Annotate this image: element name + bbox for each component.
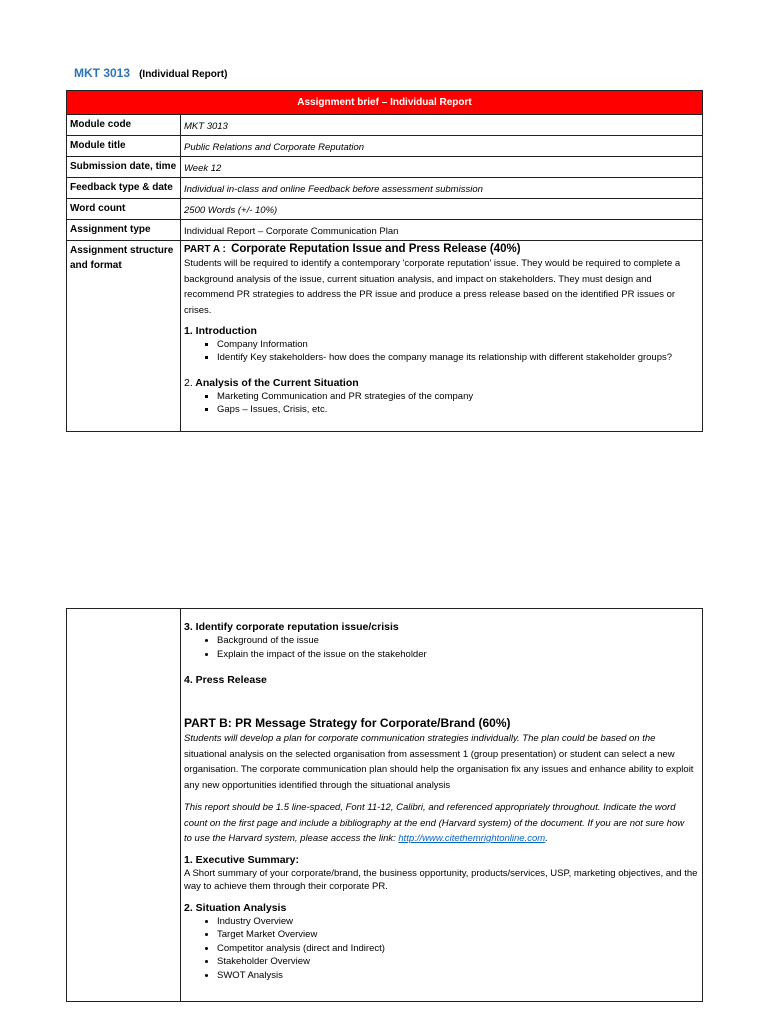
row-label: Submission date, time [67,157,181,178]
bullet-list [184,338,699,364]
list-item: • Background of the issue [217,634,699,648]
section-heading: 1. Introduction [184,325,257,337]
executive-summary-text: A Short summary of your corporate/brand, the business opportunity, products/services, USP, marketing objectives, and the way to achieve them through their corporate PR. [184,867,698,892]
assignment-brief-table-continued [66,608,703,1002]
section-heading: 3. Identify corporate reputation issue/crisis [184,621,399,633]
row-value: Public Relations and Corporate Reputation [181,136,703,157]
format-text: This report should be 1.5 line-spaced, Font 11-12, Calibri, and referenced appropriately throughout. Indicate the word [184,802,676,813]
table-row [67,136,703,157]
harvard-link[interactable]: http://www.citethemrightonline.com [398,833,546,844]
section-heading: 2. Situation Analysis [184,901,287,914]
row-label: Feedback type & date [67,178,181,199]
table-row [67,115,703,136]
document-header [74,66,227,80]
format-text: count on the first page and include a bibliography at the end (Harvard system) of the document. If you are not sure how [184,817,685,829]
row-value: Individual Report – Corporate Communication Plan [181,220,703,241]
table-title: Assignment brief – Individual Report [67,91,703,115]
row-label: Word count [67,199,181,220]
list-item: ▪ Marketing Communication and PR strategies of the company [217,390,699,403]
assignment-brief-table [66,90,703,432]
list-item: ▪ Identify Key stakeholders- how does the company manage its relationship with different stakeholder groups? [217,351,699,364]
continued-content-cell [181,609,703,1002]
part-a-title: Corporate Reputation Issue and Press Release (40%) [231,243,521,255]
format-line [184,831,699,847]
section-heading: 1. Executive Summary: [184,853,299,866]
table-row [67,199,703,220]
format-end: . [545,833,548,844]
table-row [67,157,703,178]
part-a-prefix: PART A : [184,244,226,255]
part-b-intro: Students will develop a plan for corporate communication strategies individually. The plan could be based on the [184,733,656,744]
row-value: 2500 Words (+/- 10%) [181,199,703,220]
list-item: • Industry Overview [217,915,699,929]
row-label: Assignment type [67,220,181,241]
list-item: • SWOT Analysis [217,969,699,983]
part-b-heading: PART B: PR Message Strategy for Corporate/Brand (60%) [184,716,511,730]
empty-label-cell [67,609,181,1002]
section-heading: 4. Press Release [184,674,267,686]
bullet-list [184,390,699,416]
format-line [184,816,699,832]
list-item: • Competitor analysis (direct and Indirect) [217,942,699,956]
part-a-heading [184,243,699,255]
row-label: Module code [67,115,181,136]
module-code-heading: MKT 3013 [74,66,131,80]
table-row [67,609,703,1002]
list-item: ▪ Company Information [217,338,699,351]
part-a-intro: Students will be required to identify a contemporary 'corporate reputation' issue. They would be required to complete a background analysis of the issue, current situation analysis, and impact on stakeholders. They must design and recommend PR strategies to address the PR issue and produce a press release based on the identified PR issues or crises. [184,258,681,316]
section-heading [184,377,699,389]
format-line [184,800,699,816]
table-row [67,178,703,199]
row-value: Individual in-class and online Feedback before assessment submission [181,178,703,199]
section-number: 2. [184,377,193,389]
row-value: MKT 3013 [181,115,703,136]
structure-label: Assignment structure and format [67,241,181,432]
bullet-list [184,915,699,983]
bullet-list [184,634,699,661]
list-item: ▪ Gaps – Issues, Crisis, etc. [217,403,699,416]
part-a-cell [181,241,703,432]
list-item: • Explain the impact of the issue on the stakeholder [217,648,699,662]
report-type-heading: (Individual Report) [139,69,228,80]
list-item: • Stakeholder Overview [217,955,699,969]
row-value: Week 12 [181,157,703,178]
list-item: • Target Market Overview [217,928,699,942]
table-row [67,241,703,432]
table-row [67,220,703,241]
row-label: Module title [67,136,181,157]
section-title: Analysis of the Current Situation [195,377,359,389]
part-b-intro-rest: situational analysis on the selected organisation from assessment 1 (group presentation) or student can select a new organisation. The corporate communication plan should help the organisation fix any issues and enhance ability to exploit any new opportunities identified through the situational analysis [184,748,694,791]
format-text: to use the Harvard system, please access the link: [184,833,396,844]
